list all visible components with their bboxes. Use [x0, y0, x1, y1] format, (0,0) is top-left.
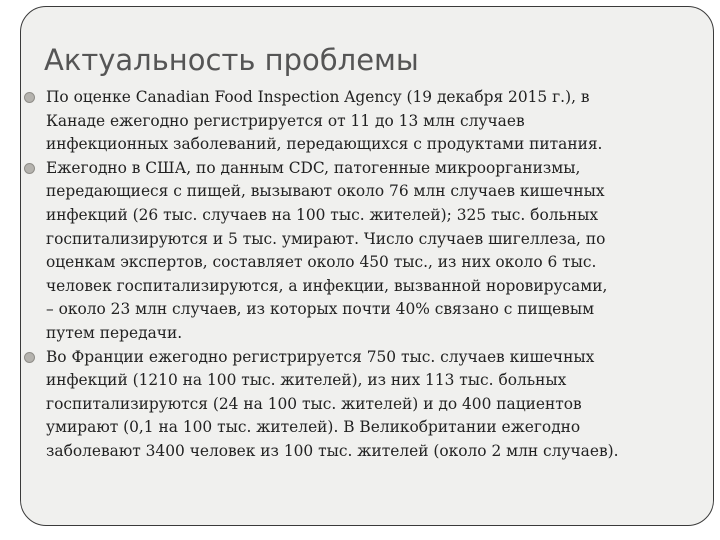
bullet-text-line: госпитализируются (24 на 100 тыс. жителей) и до 400 пациентов [46, 394, 582, 413]
bullet-text-line: Ежегодно в США, по данным CDC, патогенные микроорганизмы, [46, 158, 581, 177]
bullet-text-line: инфекций (26 тыс. случаев на 100 тыс. жителей); 325 тыс. больных [46, 205, 599, 224]
bullet-text-line: передающиеся с пищей, вызывают около 76 млн случаев кишечных [46, 182, 605, 201]
bullet-text-line: инфекций (1210 на 100 тыс. жителей), из них 113 тыс. больных [46, 371, 567, 390]
bullet-icon [24, 92, 35, 103]
bullet-item-france [24, 346, 700, 464]
bullet-text-line: Канаде ежегодно регистрируется от 11 до 13 млн случаев [46, 111, 525, 130]
bullet-icon [24, 163, 35, 174]
bullet-item-usa [24, 157, 700, 346]
bullet-icon [24, 352, 35, 363]
bullet-text-line: путем передачи. [46, 323, 183, 342]
bullet-text-line: госпитализируются и 5 тыс. умирают. Число случаев шигеллеза, по [46, 229, 606, 248]
bullet-text-line: умирают (0,1 на 100 тыс. жителей). В Великобритании ежегодно [46, 418, 581, 437]
bullet-text-line: – около 23 млн случаев, из которых почти 40% связано с пищевым [46, 300, 595, 319]
bullet-text-line: Во Франции ежегодно регистрируется 750 тыс. случаев кишечных [46, 347, 595, 366]
bullet-list [24, 86, 700, 464]
bullet-text-line: оценкам экспертов, составляет около 450 тыс., из них около 6 тыс. [46, 253, 597, 272]
bullet-text-line: По оценке Canadian Food Inspection Agency (19 декабря 2015 г.), в [46, 88, 590, 106]
bullet-item-canada [24, 86, 700, 157]
bullet-text-line: человек госпитализируются, а инфекции, вызванной норовирусами, [46, 276, 608, 295]
slide-title: Актуальность проблемы [44, 43, 419, 77]
bullet-text-line: заболевают 3400 человек из 100 тыс. жителей (около 2 млн случаев). [46, 441, 619, 460]
bullet-text-line: инфекционных заболеваний, передающихся с продуктами питания. [46, 135, 603, 154]
